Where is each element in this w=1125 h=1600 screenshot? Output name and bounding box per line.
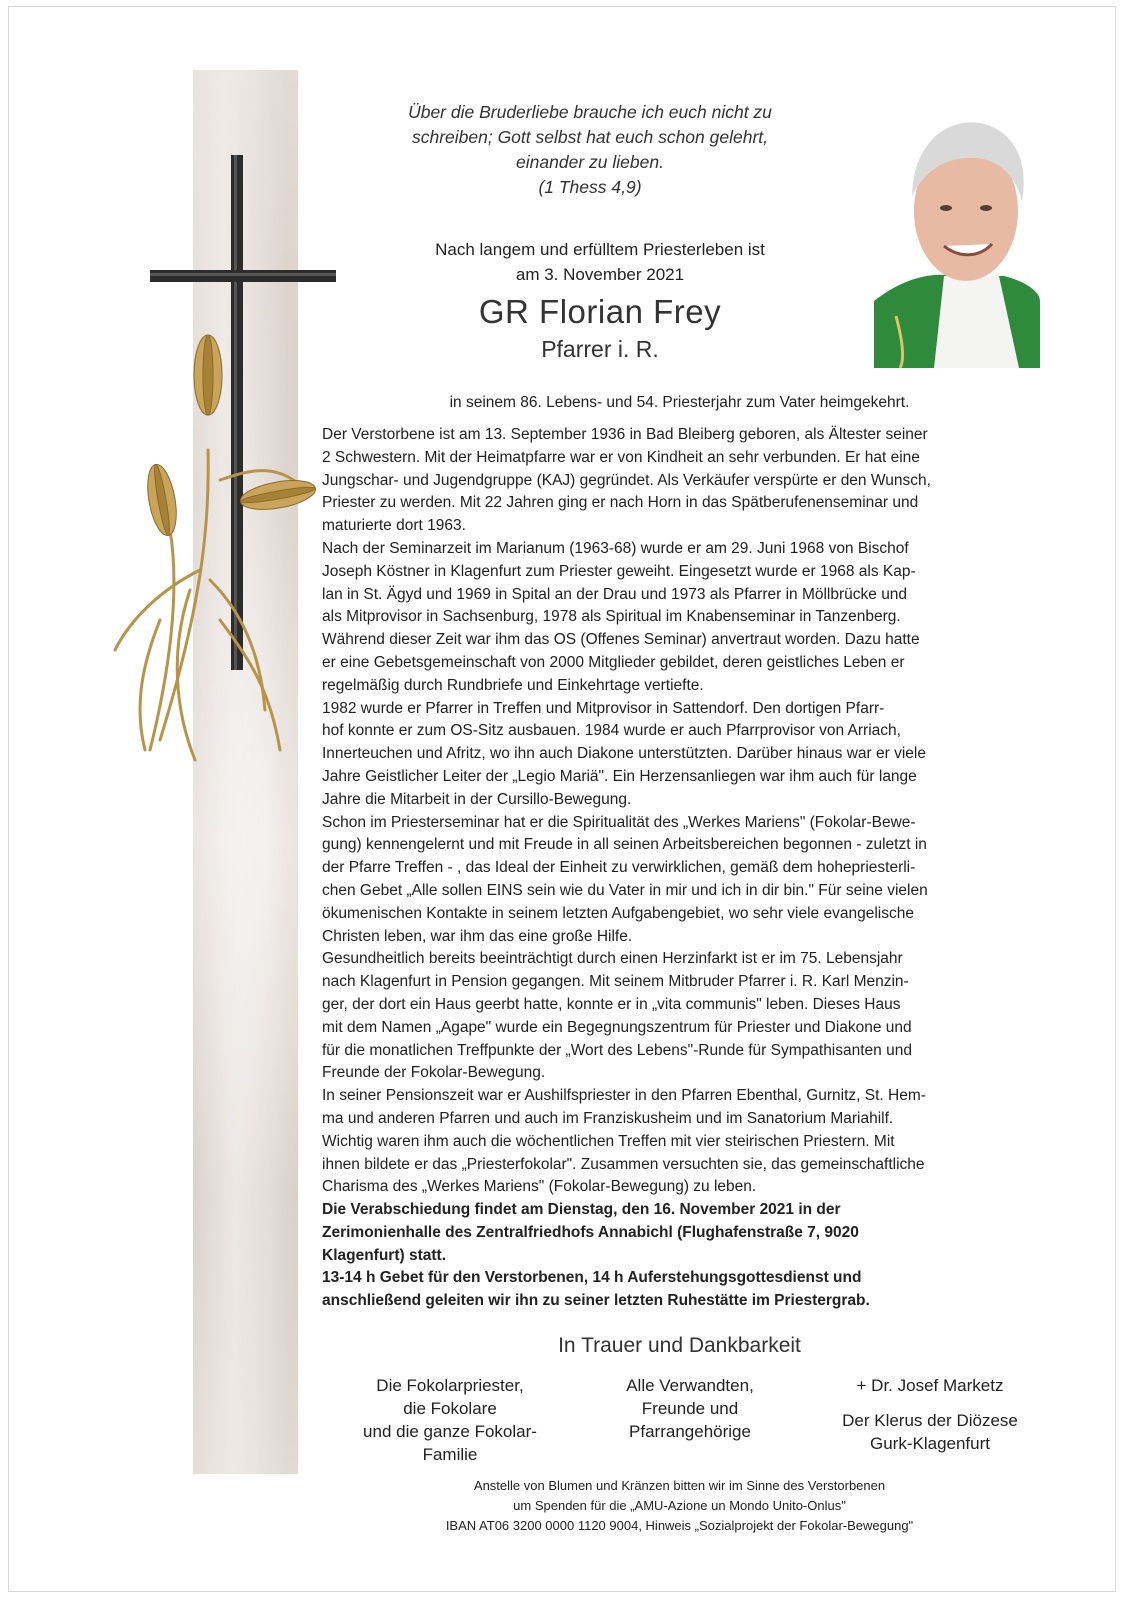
cross-icon xyxy=(150,155,336,670)
bio-line: mit dem Namen „Agape" wurde ein Begegnungszentrum für Priester und Diakone und xyxy=(322,1018,912,1036)
bio-line: ma und anderen Pfarren und auch im Franziskusheim und im Sanatorium Mariahilf. xyxy=(322,1109,894,1127)
death-announcement-intro xyxy=(380,237,820,287)
bio-line: Joseph Köstner in Klagenfurt zum Priester geweiht. Eingesetzt wurde er 1968 als Kap- xyxy=(322,562,916,580)
bio-line: hof konnte er zum OS-Sitz ausbauen. 1984 wurde er auch Pfarrprovisor von Arriach, xyxy=(322,722,901,740)
funeral-info-line: Zerimonienhalle des Zentralfriedhofs Annabichl (Flughafenstraße 7, 9020 xyxy=(322,1223,859,1241)
quote-line: einander zu lieben. xyxy=(516,152,664,172)
donation-note xyxy=(322,1476,1037,1536)
bio-line: für die monatlichen Treffpunkte der „Wort des Lebens"-Runde für Sympathisanten und xyxy=(322,1041,912,1059)
signature-bishop-clergy xyxy=(815,1374,1045,1455)
note-line: IBAN AT06 3200 0000 1120 9004, Hinweis „Sozialprojekt der Fokolar-Bewegung" xyxy=(445,1518,914,1533)
portrait-photo xyxy=(874,116,1040,368)
note-line: um Spenden für die „AMU-Azione un Mondo Unito-Onlus" xyxy=(513,1498,846,1513)
funeral-info-line: Klagenfurt) statt. xyxy=(322,1246,446,1264)
bio-line: Nach der Seminarzeit im Marianum (1963-68) wurde er am 29. Juni 1968 von Bischof xyxy=(322,539,909,557)
bio-line: 2 Schwestern. Mit der Heimatpfarre war er von Kindheit an sehr verbunden. Er hat eine xyxy=(322,448,920,466)
bio-line: 1982 wurde er Pfarrer in Treffen und Mitprovisor in Sattendorf. Den dortigen Pfarr- xyxy=(322,699,885,717)
bio-line: In seiner Pensionszeit war er Aushilfspriester in den Pfarren Ebenthal, Gurnitz, St. Hem- xyxy=(322,1087,926,1105)
quote-line: Über die Bruderliebe brauche ich euch nicht zu xyxy=(408,102,772,122)
bio-line: Schon im Priesterseminar hat er die Spiritualität des „Werkes Mariens" (Fokolar-Bewe- xyxy=(322,813,916,831)
signature-line: die Fokolare xyxy=(403,1399,497,1418)
signature-line: Alle Verwandten, xyxy=(626,1376,754,1395)
bio-line: Wichtig waren ihm auch die wöchentlichen Treffen mit vier steirischen Priestern. Mit xyxy=(322,1132,895,1150)
bio-line: gung) kennengelernt und mit Freude in all seinen Arbeitsbereichen begonnen - zuletzt in xyxy=(322,836,927,854)
biography-text xyxy=(322,424,1057,1313)
bio-line: Priester zu werden. Mit 22 Jahren ging er nach Horn in das Spätberufenenseminar und xyxy=(322,494,919,512)
signature-line: Die Fokolarpriester, xyxy=(376,1376,524,1395)
bio-line: er eine Gebetsgemeinschaft von 2000 Mitglieder gebildet, deren geistliches Leben er xyxy=(322,653,905,671)
bio-line: ger, der dort ein Haus geerbt hatte, konnte er in „vita communis" leben. Dieses Haus xyxy=(322,995,901,1013)
note-line: Anstelle von Blumen und Kränzen bitten wir im Sinne des Verstorbenen xyxy=(473,1478,886,1493)
mourning-heading: In Trauer und Dankbarkeit xyxy=(558,1334,801,1357)
bio-line: Christen leben, war ihm das eine große Hilfe. xyxy=(322,927,633,945)
bio-line: Freunde der Fokolar-Bewegung. xyxy=(322,1064,546,1082)
signature-line: Gurk-Klagenfurt xyxy=(870,1434,990,1453)
signature-relatives xyxy=(575,1374,805,1443)
intro-line: am 3. November 2021 xyxy=(515,265,685,284)
deceased-name: GR Florian Frey xyxy=(478,293,722,330)
signature-line: und die ganze Fokolar- xyxy=(363,1422,537,1441)
bio-line: regelmäßig durch Rundbriefe und Einkehrtage vertiefte. xyxy=(322,676,704,694)
bio-line: ökumenischen Kontakte in seinem letzten Aufgabengebiet, wo sehr viele evangelische xyxy=(322,904,914,922)
intro-line: Nach langem und erfülltem Priesterleben ist xyxy=(435,240,765,259)
signature-line: Pfarrangehörige xyxy=(629,1422,751,1441)
signature-line: Der Klerus der Diözese xyxy=(842,1411,1018,1430)
bio-line: Gesundheitlich bereits beeinträchtigt durch einen Herzinfarkt ist er im 75. Lebensjahr xyxy=(322,950,903,968)
bio-line: chen Gebet „Alle sollen EINS sein wie du Vater in mir und ich in dir bin." Für seine vielen xyxy=(322,881,928,899)
quote-reference: (1 Thess 4,9) xyxy=(538,177,642,197)
signature-line: Freunde und xyxy=(641,1399,739,1418)
quote-line: schreiben; Gott selbst hat euch schon gelehrt, xyxy=(411,127,769,147)
bio-line: Jungschar- und Jugendgruppe (KAJ) gegründet. Als Verkäufer verspürte er den Wunsch, xyxy=(322,471,931,489)
deceased-title: Pfarrer i. R. xyxy=(541,336,659,362)
bio-line: Jahre die Mitarbeit in der Cursillo-Bewegung. xyxy=(322,790,632,808)
bio-line: als Mitprovisor in Sachsenburg, 1978 als Spiritual im Knabenseminar in Tanzenberg. xyxy=(322,608,901,626)
bio-line: Charisma des „Werkes Mariens" (Fokolar-Bewegung) zu leben. xyxy=(322,1178,757,1196)
bio-line: maturierte dort 1963. xyxy=(322,517,466,535)
bio-line: Innerteuchen und Afritz, wo ihn auch Diakone unterstützten. Darüber hinaus war er viele xyxy=(322,745,926,763)
signature-bishop: + Dr. Josef Marketz xyxy=(856,1376,1004,1395)
cross-with-wheat-artwork xyxy=(100,150,350,770)
signature-line: Familie xyxy=(422,1445,478,1464)
funeral-info-line: Die Verabschiedung findet am Dienstag, den 16. November 2021 in der xyxy=(322,1201,841,1219)
bio-line: Jahre Geistlicher Leiter der „Legio Mariä". Ein Herzensanliegen war ihm auch für lange xyxy=(322,767,917,785)
bio-line: ihnen bildete er das „Priesterfokolar". Zusammen versuchten sie, das gemeinschaftliche xyxy=(322,1155,925,1173)
funeral-info-line: anschließend geleiten wir ihn zu seiner letzten Ruhestätte im Priestergrab. xyxy=(322,1292,870,1310)
bible-quote xyxy=(360,100,820,200)
signature-fokolar xyxy=(330,1374,570,1466)
bio-line: nach Klagenfurt in Pension gegangen. Mit seinem Mitbruder Pfarrer i. R. Karl Menzin- xyxy=(322,973,909,991)
age-line: in seinem 86. Lebens- und 54. Priesterjahr zum Vater heimgekehrt. xyxy=(449,394,910,411)
bio-line: der Pfarre Treffen - , das Ideal der Einheit zu verwirklichen, gemäß dem hohepriesterli- xyxy=(322,859,916,877)
bio-line: Der Verstorbene ist am 13. September 1936 in Bad Bleiberg geboren, als Ältester seiner xyxy=(322,426,928,443)
bio-line: Während dieser Zeit war ihm das OS (Offenes Seminar) anvertraut worden. Dazu hatte xyxy=(322,631,920,649)
bio-line: lan in St. Ägyd und 1969 in Spital an der Drau und 1973 als Pfarrer in Möllbrücke und xyxy=(322,585,908,603)
funeral-info-line: 13-14 h Gebet für den Verstorbenen, 14 h Auferstehungsgottesdienst und xyxy=(322,1269,862,1287)
